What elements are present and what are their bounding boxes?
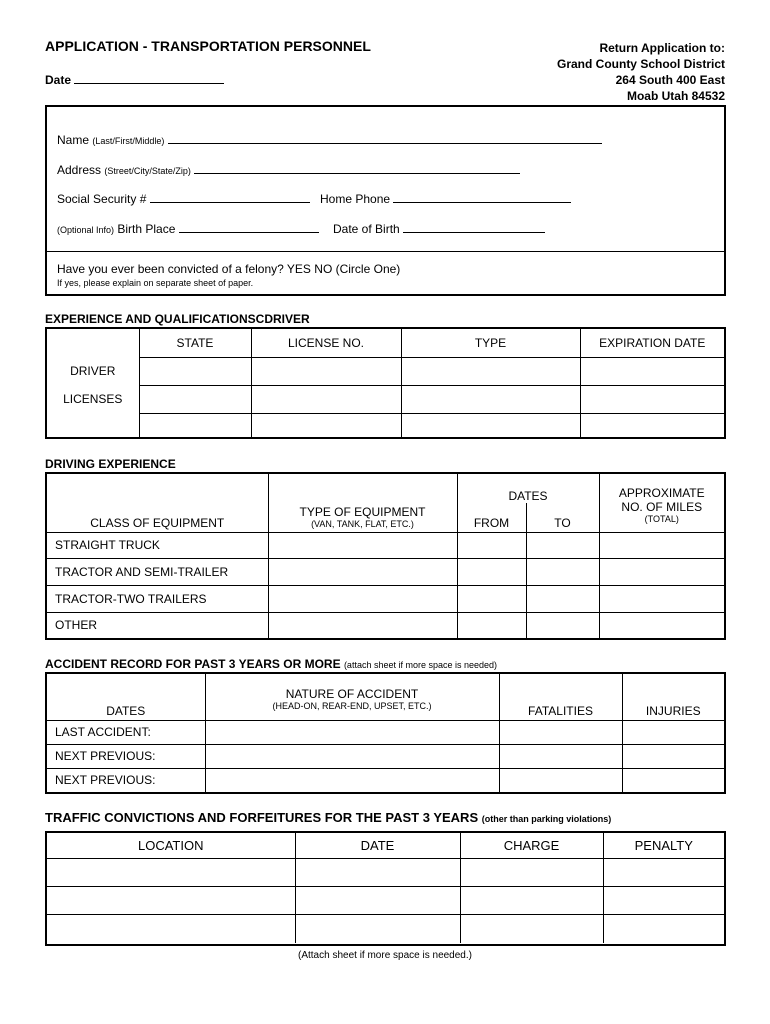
col-miles-hint: (TOTAL) <box>644 514 679 524</box>
address-field[interactable] <box>57 162 520 177</box>
driver-label: DRIVER <box>47 357 139 385</box>
driving-heading: DRIVING EXPERIENCE <box>45 457 176 471</box>
license-cell[interactable] <box>251 385 401 413</box>
date-underline[interactable] <box>74 72 224 84</box>
col-type-label: TYPE OF EQUIPMENT <box>299 504 426 519</box>
conviction-cell[interactable] <box>460 914 603 943</box>
phone-field[interactable] <box>320 191 571 206</box>
col-to: TO <box>526 503 599 532</box>
col-nature-label: NATURE OF ACCIDENT <box>285 687 419 701</box>
date-field[interactable] <box>45 72 224 87</box>
driving-cell[interactable] <box>268 612 457 638</box>
licenses-blank-cell <box>47 413 139 437</box>
driving-cell[interactable] <box>599 585 724 612</box>
date-label: Date <box>45 73 72 87</box>
driving-cell[interactable] <box>268 585 457 612</box>
driving-cell[interactable] <box>599 558 724 585</box>
row-other: OTHER <box>47 612 268 638</box>
convictions-heading-note: (other than parking violations) <box>481 814 612 824</box>
col-charge: CHARGE <box>460 833 603 858</box>
license-cell[interactable] <box>401 413 580 437</box>
dob-label: Date of Birth <box>333 222 400 236</box>
return-line: Grand County School District <box>556 57 725 71</box>
address-hint: (Street/City/State/Zip) <box>104 166 191 176</box>
licenses-heading: EXPERIENCE AND QUALIFICATIONSCDRIVER <box>45 312 310 326</box>
name-underline[interactable] <box>168 132 602 144</box>
row-next-previous: NEXT PREVIOUS: <box>47 744 205 768</box>
driving-cell[interactable] <box>457 612 526 638</box>
row-tractor-semi: TRACTOR AND SEMI-TRAILER <box>47 558 268 585</box>
birthplace-field[interactable] <box>57 221 319 236</box>
name-label: Name <box>57 133 90 147</box>
conviction-cell[interactable] <box>603 914 724 943</box>
col-type-hint: (VAN, TANK, FLAT, ETC.) <box>311 518 414 529</box>
accidents-heading-text: ACCIDENT RECORD FOR PAST 3 YEARS OR MORE <box>45 657 341 671</box>
conviction-cell[interactable] <box>603 858 724 886</box>
dob-field[interactable] <box>333 221 545 236</box>
row-last-accident: LAST ACCIDENT: <box>47 720 205 744</box>
license-cell[interactable] <box>580 413 724 437</box>
convictions-heading <box>45 810 611 825</box>
phone-label: Home Phone <box>320 192 391 206</box>
col-miles <box>599 474 724 532</box>
phone-underline[interactable] <box>393 191 571 203</box>
col-state: STATE <box>139 329 251 357</box>
accidents-table <box>47 674 724 792</box>
conviction-cell[interactable] <box>295 886 460 914</box>
return-line: Moab Utah 84532 <box>626 89 725 103</box>
row-next-previous: NEXT PREVIOUS: <box>47 768 205 792</box>
optional-hint: (Optional Info) <box>57 225 115 235</box>
col-type-of-equipment <box>268 474 457 532</box>
address-underline[interactable] <box>194 162 520 174</box>
driving-cell[interactable] <box>599 612 724 638</box>
col-nature-hint: (HEAD-ON, REAR-END, UPSET, ETC.) <box>272 701 432 711</box>
page-title: APPLICATION - TRANSPORTATION PERSONNEL <box>45 38 371 54</box>
license-cell[interactable] <box>139 385 251 413</box>
driving-cell[interactable] <box>268 532 457 558</box>
name-field[interactable] <box>57 132 602 147</box>
driving-cell[interactable] <box>457 558 526 585</box>
driving-cell[interactable] <box>526 585 599 612</box>
accident-cell[interactable] <box>499 768 622 792</box>
col-nature <box>205 674 499 720</box>
attach-sheet-note: (Attach sheet if more space is needed.) <box>298 950 472 961</box>
conviction-cell[interactable] <box>47 886 295 914</box>
row-straight-truck: STRAIGHT TRUCK <box>47 532 268 558</box>
col-miles-label-1: APPROXIMATE <box>618 486 705 500</box>
conviction-cell[interactable] <box>295 858 460 886</box>
accident-cell[interactable] <box>622 768 724 792</box>
licenses-blank-cell <box>47 329 139 357</box>
driving-cell[interactable] <box>526 532 599 558</box>
driving-cell[interactable] <box>599 532 724 558</box>
col-injuries: INJURIES <box>622 674 724 720</box>
accidents-heading <box>45 657 497 671</box>
conviction-cell[interactable] <box>295 914 460 943</box>
conviction-cell[interactable] <box>47 914 295 943</box>
ssn-field[interactable] <box>57 191 310 206</box>
return-line: 264 South 400 East <box>615 73 725 87</box>
accident-cell[interactable] <box>622 744 724 768</box>
accident-cell[interactable] <box>205 720 499 744</box>
col-location: LOCATION <box>47 833 295 858</box>
col-date: DATE <box>295 833 460 858</box>
col-penalty: PENALTY <box>603 833 724 858</box>
col-fatalities: FATALITIES <box>499 674 622 720</box>
birthplace-underline[interactable] <box>179 221 319 233</box>
row-tractor-two-trailers: TRACTOR-TWO TRAILERS <box>47 585 268 612</box>
col-license-no: LICENSE NO. <box>251 329 401 357</box>
license-cell[interactable] <box>401 385 580 413</box>
conviction-cell[interactable] <box>460 886 603 914</box>
license-cell[interactable] <box>580 385 724 413</box>
license-cell[interactable] <box>251 357 401 385</box>
col-dates: DATES <box>457 474 599 503</box>
conviction-cell[interactable] <box>603 886 724 914</box>
col-type: TYPE <box>401 329 580 357</box>
accident-cell[interactable] <box>499 744 622 768</box>
driving-cell[interactable] <box>457 532 526 558</box>
col-accident-dates: DATES <box>47 674 205 720</box>
driving-cell[interactable] <box>457 585 526 612</box>
ssn-label: Social Security # <box>57 192 147 206</box>
accident-cell[interactable] <box>622 720 724 744</box>
driving-cell[interactable] <box>526 558 599 585</box>
col-expiration: EXPIRATION DATE <box>580 329 724 357</box>
return-line: Return Application to: <box>599 41 725 55</box>
accident-cell[interactable] <box>499 720 622 744</box>
convictions-heading-text: TRAFFIC CONVICTIONS AND FORFEITURES FOR THE PAST 3 YEARS <box>45 810 479 825</box>
birthplace-label: Birth Place <box>117 222 176 236</box>
licenses-label: LICENSES <box>47 385 139 413</box>
accident-cell[interactable] <box>205 768 499 792</box>
address-label: Address <box>57 163 102 177</box>
col-miles-label-2: NO. OF MILES <box>621 500 703 514</box>
name-hint: (Last/First/Middle) <box>92 136 165 146</box>
license-cell[interactable] <box>580 357 724 385</box>
licenses-table <box>47 329 724 437</box>
conviction-cell[interactable] <box>47 858 295 886</box>
accidents-heading-note: (attach sheet if more space is needed) <box>343 660 498 670</box>
license-cell[interactable] <box>139 357 251 385</box>
driving-cell[interactable] <box>526 612 599 638</box>
ssn-underline[interactable] <box>150 191 310 203</box>
driving-cell[interactable] <box>268 558 457 585</box>
driving-table <box>47 474 724 638</box>
accident-cell[interactable] <box>205 744 499 768</box>
license-cell[interactable] <box>251 413 401 437</box>
convictions-table <box>47 833 724 943</box>
return-address <box>557 40 725 104</box>
conviction-cell[interactable] <box>460 858 603 886</box>
felony-note: If yes, please explain on separate sheet of paper. <box>57 278 254 288</box>
col-from: FROM <box>457 503 526 532</box>
dob-underline[interactable] <box>403 221 545 233</box>
felony-question: Have you ever been convicted of a felony? YES NO (Circle One) <box>57 262 401 276</box>
license-cell[interactable] <box>401 357 580 385</box>
license-cell[interactable] <box>139 413 251 437</box>
col-class-of-equipment: CLASS OF EQUIPMENT <box>47 474 268 532</box>
